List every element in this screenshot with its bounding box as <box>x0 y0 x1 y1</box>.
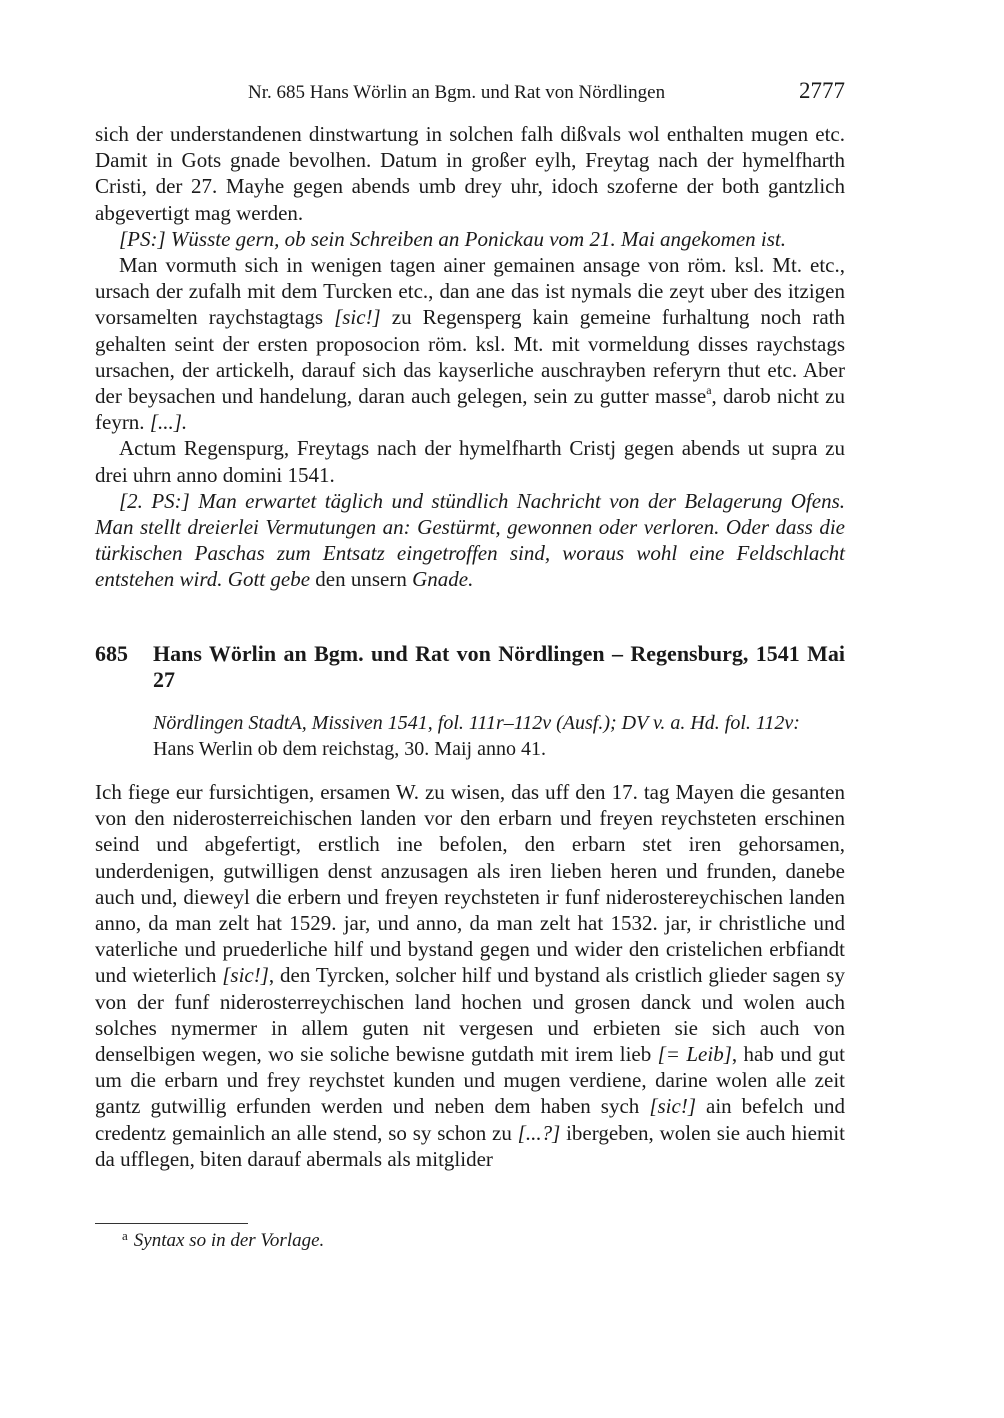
source-note <box>153 711 845 762</box>
source-archive: Nördlingen StadtA, Missiven 1541, fol. 111r–112v (Ausf.); DV v. a. Hd. fol. 112v: <box>153 712 800 734</box>
footnote-text: Syntax so in der Vorlage. <box>133 1230 325 1251</box>
source-dorsal: Hans Werlin ob dem reichstag, 30. Maij anno 41. <box>153 737 546 760</box>
paragraph-actum: Actum Regenspurg, Freytags nach der hymelfharth Cristj gegen abends ut supra zu drei uhrn anno domini 1541. <box>95 436 845 487</box>
text-run: , darob nicht zu feyrn. <box>95 384 846 435</box>
footnote-marker: a <box>706 383 712 398</box>
paragraph-postscript-1: [PS:] Wüsste gern, ob sein Schreiben an Ponickau vom 21. Mai angekomen ist. <box>119 226 787 251</box>
continued-document-text <box>95 121 845 593</box>
footnote <box>122 1230 324 1252</box>
text-run: Man vormuth sich in wenigen tagen ainer gemainen ansage von röm. ksl. Mt. etc., ursach der zufalh mit dem Turcken etc., dan ane das ist nymals die zeyt uber des itzigen vorsamelten raychstagtags <box>95 253 845 330</box>
paragraph-closing: sich der understandenen dinstwartung in solchen falh dißvals wol enthalten mugen etc. Damit in Gots gnade bevolhen. Datum in großer eylh, Freytag nach der hymelfharth Cristi, der 27. Mayhe gegen abends umb drey uhr, idoch szoferne der both gantzlich abgevertigt mag werden. <box>95 122 845 225</box>
entry-number: 685 <box>95 641 128 666</box>
running-title: Nr. 685 Hans Wörlin an Bgm. und Rat von Nördlingen <box>248 82 666 103</box>
entry-heading <box>95 641 845 693</box>
text-run: zu Regensperg kain gemeine furhaltung noch rath gehalten seint der ersten proposocion röm. ksl. Mt. mit vormeldung disses raychstags ursachen, der artickelh, darauf sich das kayserliche auschrayben referyrn thut etc. Aber der beysachen und handelung, daran auch gelegen, sein zu gutter masse <box>95 305 846 409</box>
text-run: , hab und gut um die erbarn und frey reychstet kunden und mugen verdiene, darine wolen alle zeit gantz gutwillig erfunden werden und neben dem haben sych <box>95 1042 845 1119</box>
editorial-sic: [sic!] <box>222 963 269 988</box>
letter-text <box>95 779 845 1172</box>
text-run: Ich fiege eur fursichtigen, ersamen W. zu wisen, das uff den 17. tag Mayen die gesanten von den niderosterreichischen landen vor den erbarn und freyen reychsteten erschinen seind und abgefertigt, erstlich ine befolen, den erbarn stet iren gehorsamen, underdenigen, gutwilligen denst anzusagen als iren lieben heren und frunden, danebe auch und, dieweyl die erbern und freyen reychsteten ir funf niderostereychischen landen anno, da man zelt hat 1529. jar, und anno, da man zelt hat 1532. jar, ir christliche und vaterliche und pruederliche hilf und bystand gegen und wider den cristelichen erbfiandt und wieterlich <box>95 780 845 988</box>
editorial-ellipsis: [...]. <box>149 410 188 435</box>
text-run: , den Tyrcken, solcher hilf und bystand als cristlich glieder sagen sy von der funf niderosterreychischen land hochen und grosen danck und wolen auch solches nymermer in allem guten nit vergesen und erbieten sie sich auch von denselbigen wegen, wo sie soliche bewisne gutdath mit irem lieb <box>95 963 845 1067</box>
entry-title: Hans Wörlin an Bgm. und Rat von Nördlingen – Regensburg, 1541 Mai 27 <box>153 641 845 692</box>
paragraph-letter <box>95 779 845 1172</box>
text-run-italic: [2. PS:] Man erwartet täglich und stündlich Nachricht von der Belagerung Ofens. Man stellt dreierlei Vermutungen an: Gestürmt, gewonnen oder verloren. Oder dass die türkischen Paschas zum Entsatz eingetroffen sind, woraus wohl eine Feldschlacht entstehen wird. Gott gebe <box>95 488 845 592</box>
editorial-gloss: [= Leib] <box>657 1042 732 1067</box>
text-run: ibergeben, wolen sie auch hiemit da ufflegen, biten darauf abermals als mitglider <box>95 1120 845 1171</box>
paragraph-main <box>95 252 845 435</box>
footnote-divider <box>95 1223 248 1224</box>
footnote-marker: a <box>122 1228 128 1243</box>
text-run: ain befelch und credentz gemainlich an alle stend, so sy schon zu <box>95 1094 845 1145</box>
paragraph-postscript-2 <box>95 488 845 593</box>
text-run-italic: Gnade. <box>412 567 474 592</box>
page-number: 2777 <box>799 78 845 103</box>
editorial-ellipsis: [...?] <box>517 1120 561 1145</box>
text-run: den unsern <box>310 567 413 592</box>
editorial-sic: [sic!] <box>649 1094 696 1119</box>
editorial-sic: [sic!] <box>334 305 381 330</box>
page-header <box>95 78 845 108</box>
